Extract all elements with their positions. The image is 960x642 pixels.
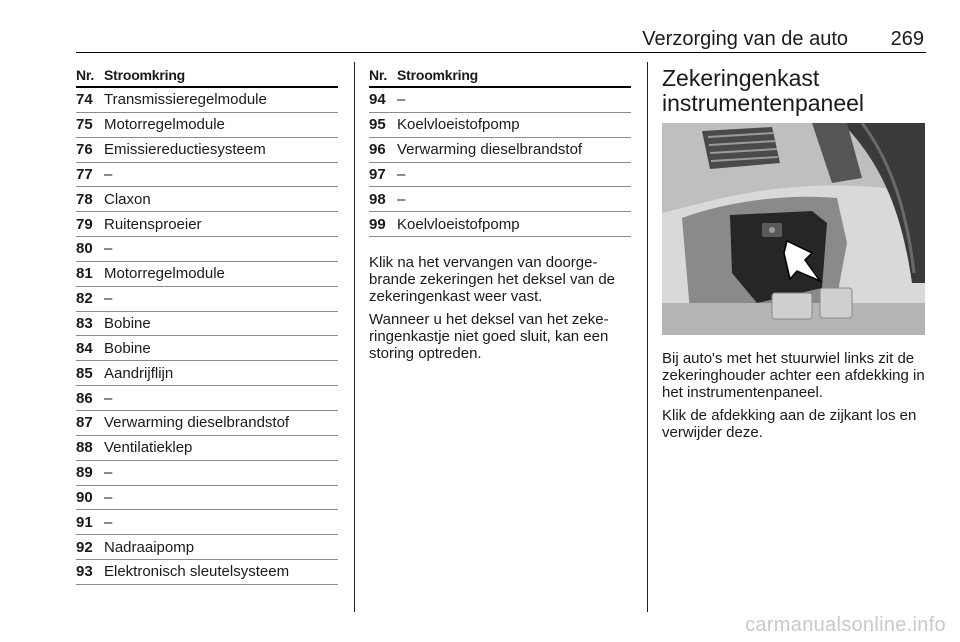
fuse-number: 81 [76,265,93,283]
table-row [76,113,338,138]
fuse-number: 99 [369,215,386,233]
column-divider-2 [647,62,648,612]
fuse-number: 80 [76,240,93,258]
header-circuit: Stroomkring [104,67,186,83]
circuit-name: Elektronisch sleutelsysteem [104,563,290,581]
header-rule [76,52,926,53]
circuit-name: Transmissieregelmodule [104,91,267,109]
fuse-number: 78 [76,190,93,208]
table-row [76,237,338,262]
section-title: Verzorging van de auto [642,28,848,50]
table-row [76,287,338,312]
page-header [76,26,926,52]
table-row [369,138,631,163]
table-row [76,262,338,287]
table-row [76,461,338,486]
table-row [76,560,338,585]
fuse-number: 76 [76,141,93,159]
circuit-name: – [104,165,113,183]
table-header [369,64,631,88]
table-row [369,212,631,237]
table-row [76,187,338,212]
header-nr: Nr. [369,67,388,83]
circuit-name: – [104,513,113,531]
circuit-name: – [104,240,113,258]
fuse-number: 93 [76,563,93,581]
fuse-number: 74 [76,91,93,109]
right-text [662,350,930,447]
fuse-table-middle [369,64,631,237]
paragraph: Bij auto's met het stuurwiel links zit de zekeringhouder achter een afdekking in het instrumentenpaneel. [662,350,925,401]
table-body [369,88,631,237]
circuit-name: Aandrijflijn [104,364,174,382]
fuse-number: 96 [369,141,386,159]
circuit-name: Koelvloeistofpomp [397,116,520,134]
fuse-box-illustration [662,123,925,335]
table-row [76,535,338,560]
heading-line-2: instrumentenpaneel [662,90,865,116]
table-row [369,88,631,113]
fuse-number: 97 [369,165,386,183]
circuit-name: Claxon [104,190,151,208]
table-row [76,386,338,411]
fuse-number: 77 [76,165,93,183]
circuit-name: Verwarming dieselbrandstof [397,141,583,159]
fuse-number: 83 [76,315,93,333]
fuse-number: 90 [76,488,93,506]
fuse-number: 85 [76,364,93,382]
circuit-name: – [397,190,406,208]
circuit-name: – [397,165,406,183]
circuit-name: Bobine [104,315,151,333]
fuse-number: 92 [76,538,93,556]
paragraph: Wanneer u het deksel van het zekeringenkastje niet goed sluit, kan een storing optreden. [369,311,609,362]
circuit-name: Motorregelmodule [104,116,225,134]
table-row [76,486,338,511]
table-body [76,88,338,585]
fuse-number: 98 [369,190,386,208]
circuit-name: Motorregelmodule [104,265,225,283]
fuse-number: 94 [369,91,386,109]
circuit-name: – [104,464,113,482]
page-number: 269 [890,28,924,50]
table-row [76,212,338,237]
circuit-name: Koelvloeistofpomp [397,215,520,233]
fuse-table-left [76,64,338,585]
watermark: carmanualsonline.info [745,614,946,636]
paragraph: Klik de afdekking aan de zijkant los en verwijder deze. [662,407,917,441]
table-row [76,163,338,188]
fuse-number: 82 [76,290,93,308]
column-divider-1 [354,62,355,612]
table-row [369,113,631,138]
circuit-name: Verwarming dieselbrandstof [104,414,290,432]
table-row [76,436,338,461]
fuse-number: 87 [76,414,93,432]
table-row [369,187,631,212]
circuit-name: – [397,91,406,109]
fuse-number: 79 [76,215,93,233]
fuse-number: 89 [76,464,93,482]
circuit-name: – [104,389,113,407]
table-row [76,336,338,361]
heading-line-1: Zekeringenkast [662,65,820,91]
fuse-number: 75 [76,116,93,134]
table-header [76,64,338,88]
table-row [76,88,338,113]
fuse-number: 86 [76,389,93,407]
table-row [76,361,338,386]
circuit-name: Bobine [104,339,151,357]
table-row [76,138,338,163]
circuit-name: Nadraaipomp [104,538,195,556]
table-row [76,510,338,535]
fuse-number: 88 [76,439,93,457]
circuit-name: Emissiereductiesysteem [104,141,266,159]
header-circuit: Stroomkring [397,67,479,83]
circuit-name: – [104,488,113,506]
fuse-number: 91 [76,513,93,531]
header-nr: Nr. [76,67,95,83]
fuse-number: 84 [76,339,93,357]
paragraph: Klik na het vervangen van doorgebrande zekeringen het deksel van de zekeringenkast weer vast. [369,254,616,305]
table-row [76,312,338,337]
middle-text [369,254,637,368]
circuit-name: Ventilatieklep [104,439,193,457]
table-row [369,163,631,188]
section-heading [662,66,864,116]
circuit-name: – [104,290,113,308]
table-row [76,411,338,436]
circuit-name: Ruitensproeier [104,215,202,233]
fuse-number: 95 [369,116,386,134]
